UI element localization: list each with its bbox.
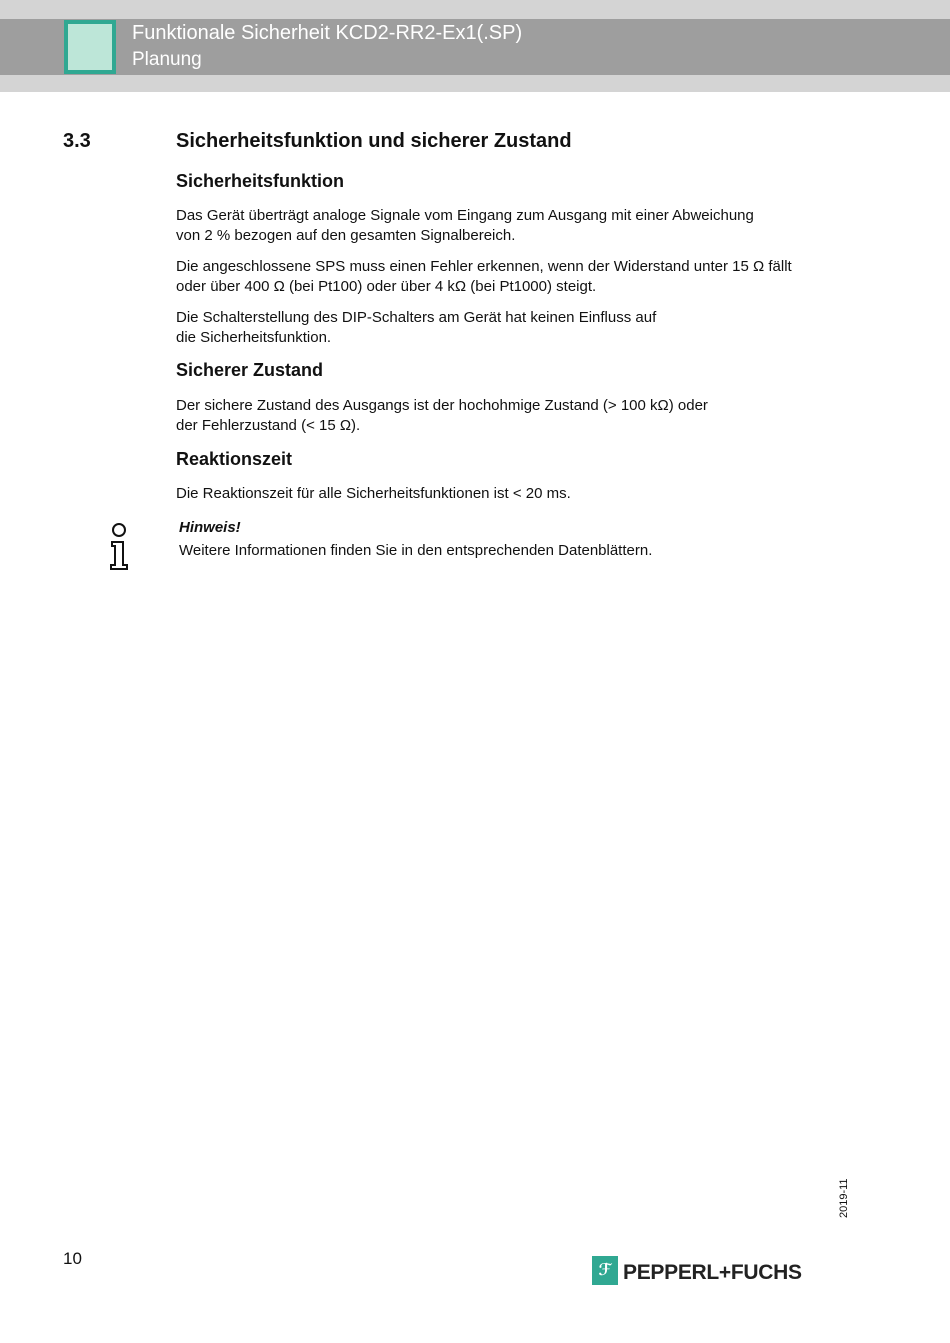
logo-wordmark: PEPPERL+FUCHS (623, 1261, 802, 1284)
info-icon (106, 522, 132, 572)
paragraph: Das Gerät überträgt analoge Signale vom Eingang zum Ausgang mit einer Abweichung von 2 % bezogen auf den gesamten Signalbereich. (176, 207, 754, 244)
paragraph: Die Reaktionszeit für alle Sicherheitsfunktionen ist < 20 ms. (176, 485, 571, 502)
heading-safety-function: Sicherheitsfunktion (176, 171, 345, 191)
paragraph: Die Schalterstellung des DIP-Schalters am Gerät hat keinen Einfluss auf die Sicherheitsfunktion. (176, 309, 657, 346)
chapter-title: Planung (132, 49, 202, 70)
company-logo (592, 1256, 827, 1286)
section-title: Sicherheitsfunktion und sicherer Zustand (176, 130, 572, 152)
logo-mark-icon: ℱ (592, 1256, 618, 1285)
note-title: Hinweis! (179, 519, 241, 536)
heading-safe-state: Sicherer Zustand (176, 360, 324, 380)
document-title: Funktionale Sicherheit KCD2-RR2-Ex1(.SP) (132, 22, 523, 44)
header-accent-square (64, 20, 116, 74)
heading-reaction-time: Reaktionszeit (176, 449, 293, 469)
document-date: 2019-11 (838, 1178, 850, 1218)
page-number: 10 (63, 1249, 82, 1268)
paragraph: Der sichere Zustand des Ausgangs ist der hochohmige Zustand (> 100 kΩ) oder der Fehlerzustand (< 15 Ω). (176, 397, 708, 434)
note-text: Weitere Informationen finden Sie in den entsprechenden Datenblättern. (179, 542, 653, 559)
paragraph: Die angeschlossene SPS muss einen Fehler erkennen, wenn der Widerstand unter 15 Ω fällt oder über 400 Ω (bei Pt100) oder über 4 kΩ (bei Pt1000) steigt. (176, 258, 792, 295)
section-number: 3.3 (63, 130, 91, 152)
